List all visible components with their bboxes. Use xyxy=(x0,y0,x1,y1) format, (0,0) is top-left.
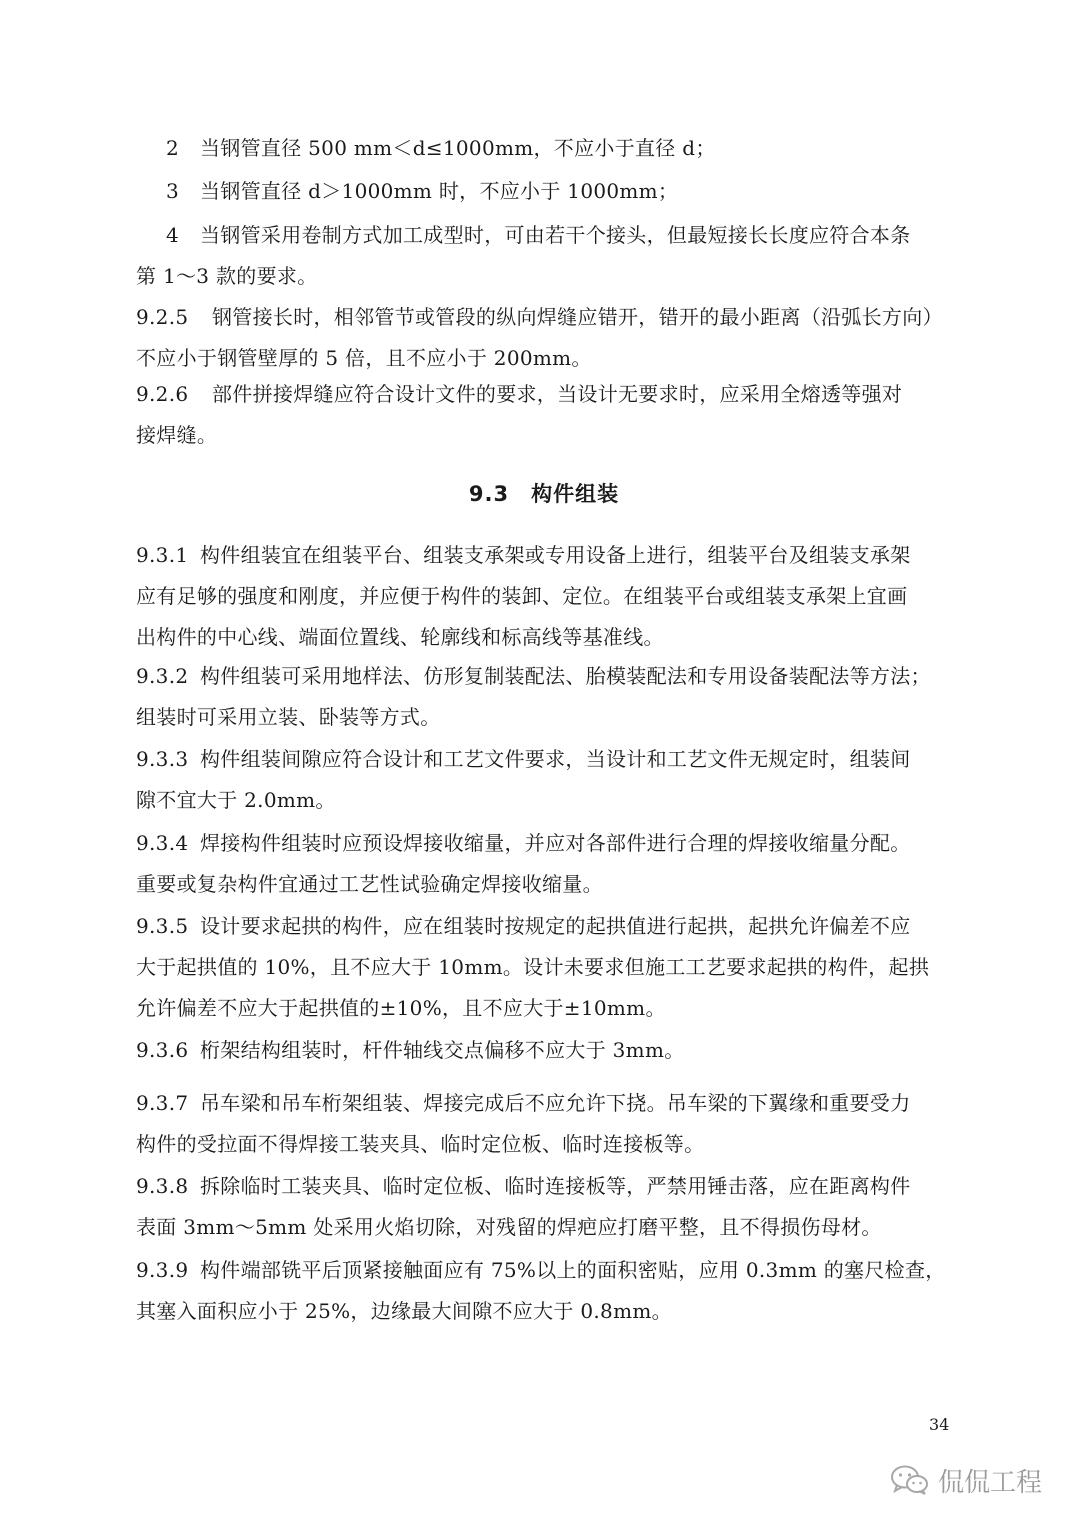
clause-text: 构件端部铣平后顶紧接触面应有 75%以上的面积密贴，应用 0.3mm 的塞尺检查， xyxy=(200,1258,946,1282)
clause-text-cont: 组装时可采用立装、卧装等方式。 xyxy=(136,705,441,729)
clause-text: 构件组装宜在组装平台、组装支承架或专用设备上进行，组装平台及组装支承架 xyxy=(200,543,911,567)
clause-text: 焊接构件组装时应预设焊接收缩量，并应对各部件进行合理的焊接收缩量分配。 xyxy=(200,831,911,855)
clause-9-3-8 xyxy=(136,1166,952,1248)
clause-text-cont: 允许偏差不应大于起拱值的±10%，且不应大于±10mm。 xyxy=(136,996,666,1020)
clause-9-3-3 xyxy=(136,739,952,821)
clause-text-cont: 表面 3mm～5mm 处采用火焰切除，对残留的焊疤应打磨平整，且不得损伤母材。 xyxy=(136,1215,882,1239)
list-item-text: 当钢管采用卷制方式加工成型时，可由若干个接头，但最短接长长度应符合本条 xyxy=(200,223,911,247)
section-heading: 9.3 构件组装 xyxy=(468,482,620,506)
clause-number: 9.3.1 xyxy=(136,543,189,567)
list-item-2 xyxy=(136,128,952,169)
list-item-number: 2 xyxy=(166,136,180,160)
clause-number: 9.2.6 xyxy=(136,382,189,406)
clause-number: 9.3.7 xyxy=(136,1091,189,1115)
clause-9-3-1 xyxy=(136,535,952,658)
clause-9-3-7 xyxy=(136,1083,952,1165)
clause-9-3-9 xyxy=(136,1250,952,1332)
clause-number: 9.3.4 xyxy=(136,831,189,855)
clause-number: 9.3.2 xyxy=(136,664,189,688)
clause-text: 拆除临时工装夹具、临时定位板、临时连接板等，严禁用锤击落，应在距离构件 xyxy=(200,1174,911,1198)
list-item-number: 3 xyxy=(166,179,180,203)
clause-number: 9.2.5 xyxy=(136,305,189,329)
clause-9-2-5 xyxy=(136,297,952,379)
clause-text-cont: 重要或复杂构件宜通过工艺性试验确定焊接收缩量。 xyxy=(136,872,603,896)
clause-text: 钢管接长时，相邻管节或管段的纵向焊缝应错开，错开的最小距离（沿弧长方向） xyxy=(212,305,943,329)
list-item-3 xyxy=(136,171,952,212)
clause-9-3-6 xyxy=(136,1030,952,1071)
clause-9-3-4 xyxy=(136,823,952,905)
list-item-text-cont: 第 1～3 款的要求。 xyxy=(136,264,318,288)
clause-text-cont: 不应小于钢管壁厚的 5 倍，且不应小于 200mm。 xyxy=(136,346,592,370)
clause-text: 构件组装可采用地样法、仿形复制装配法、胎模装配法和专用设备装配法等方法； xyxy=(200,664,931,688)
clause-text-cont: 大于起拱值的 10%，且不应大于 10mm。设计未要求但施工工艺要求起拱的构件，起拱 xyxy=(136,955,930,979)
list-item-4 xyxy=(136,215,952,297)
watermark-text: 侃侃工程 xyxy=(938,1467,1043,1498)
list-item-text: 当钢管直径 d＞1000mm 时，不应小于 1000mm； xyxy=(200,179,679,203)
clause-text: 桁架结构组装时，杆件轴线交点偏移不应大于 3mm。 xyxy=(200,1038,685,1062)
clause-text: 部件拼接焊缝应符合设计文件的要求，当设计无要求时，应采用全熔透等强对 xyxy=(212,382,903,406)
clause-number: 9.3.9 xyxy=(136,1258,189,1282)
clause-text-cont: 接焊缝。 xyxy=(136,423,218,447)
clause-9-2-6 xyxy=(136,374,952,456)
clause-number: 9.3.6 xyxy=(136,1038,189,1062)
list-item-text: 当钢管直径 500 mm＜d≤1000mm，不应小于直径 d； xyxy=(200,136,716,160)
clause-text: 设计要求起拱的构件，应在组装时按规定的起拱值进行起拱，起拱允许偏差不应 xyxy=(200,914,911,938)
clause-text-cont: 出构件的中心线、端面位置线、轮廓线和标高线等基准线。 xyxy=(136,625,664,649)
clause-text-cont: 应有足够的强度和刚度，并应便于构件的装卸、定位。在组装平台或组装支承架上宜画 xyxy=(136,584,908,608)
clause-text-cont: 其塞入面积应小于 25%，边缘最大间隙不应大于 0.8mm。 xyxy=(136,1299,672,1323)
page-number: 34 xyxy=(929,1415,950,1434)
wechat-icon xyxy=(890,1464,930,1496)
clause-9-3-5 xyxy=(136,906,952,1029)
list-item-number: 4 xyxy=(166,223,180,247)
clause-number: 9.3.3 xyxy=(136,747,189,771)
clause-9-3-2 xyxy=(136,656,952,738)
clause-text: 构件组装间隙应符合设计和工艺文件要求，当设计和工艺文件无规定时，组装间 xyxy=(200,747,911,771)
clause-number: 9.3.8 xyxy=(136,1174,189,1198)
clause-text-cont: 构件的受拉面不得焊接工装夹具、临时定位板、临时连接板等。 xyxy=(136,1132,705,1156)
clause-number: 9.3.5 xyxy=(136,914,189,938)
watermark xyxy=(890,1460,1042,1500)
clause-text-cont: 隙不宜大于 2.0mm。 xyxy=(136,788,336,812)
clause-text: 吊车梁和吊车桁架组装、焊接完成后不应允许下挠。吊车梁的下翼缘和重要受力 xyxy=(200,1091,911,1115)
